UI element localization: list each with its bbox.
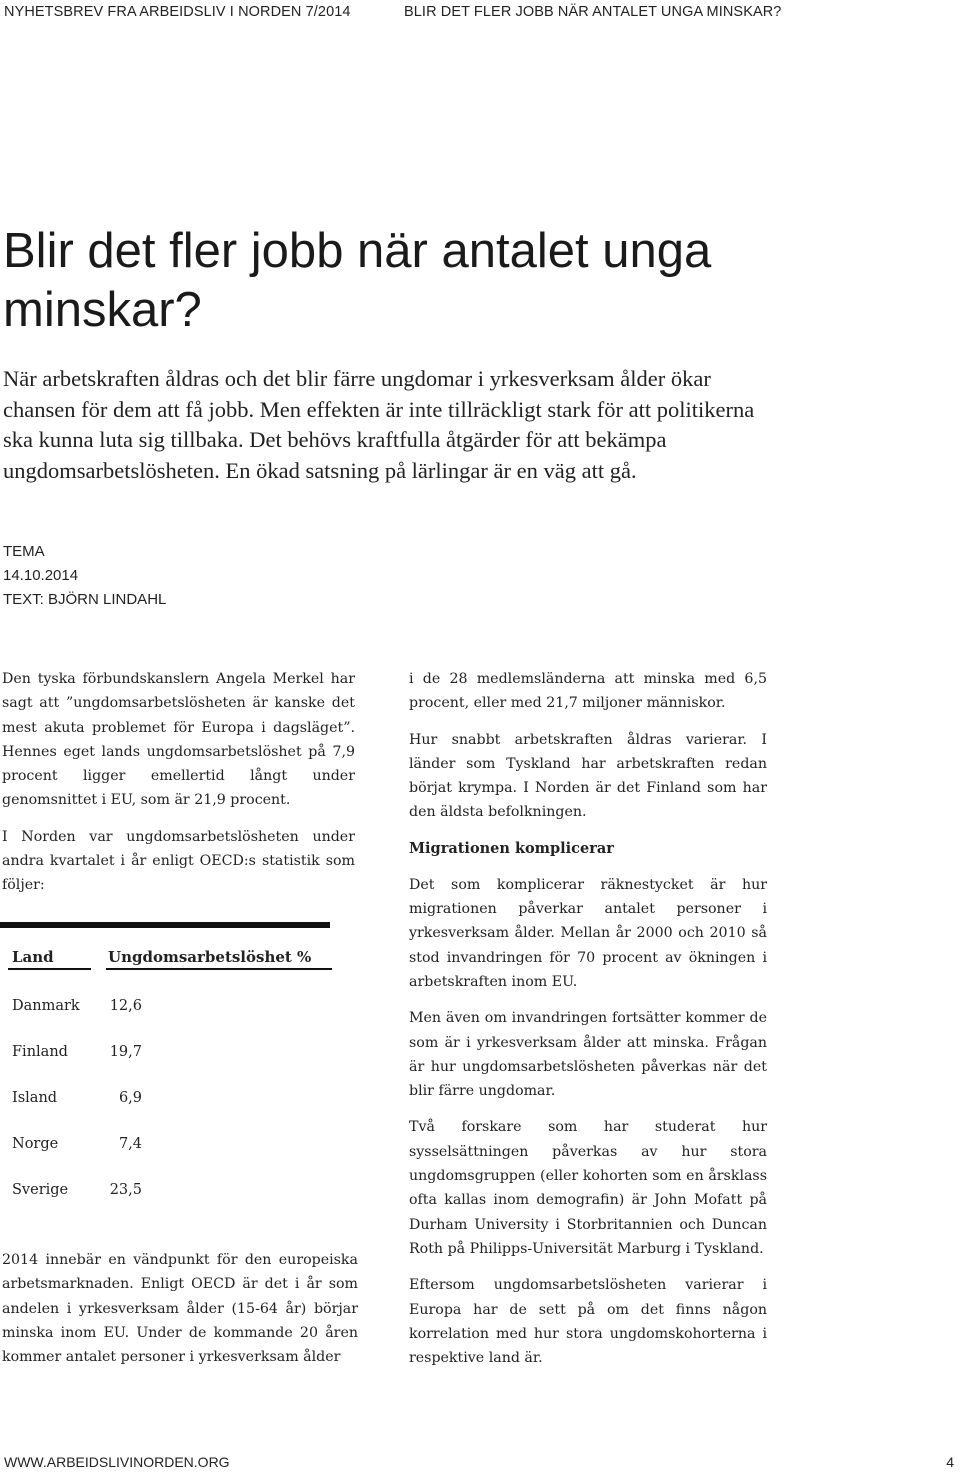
body-paragraph: Eftersom ungdomsarbetslösheten varierar i Europa har de sett på om det finns någon korrelation med hur stora ungdomskohorterna i respektive land är. (409, 1277, 767, 1367)
article-lead: När arbetskraften åldras och det blir färre ungdomar i yrkesverksam ålder ökar chansen för dem att få jobb. Men effekten är inte tillräckligt stark för att politikerna ska kunna luta sig tillbaka. Det behövs kraftfulla åtgärder för att bekämpa ungdomsarbetslösheten. En ökad satsning på lärlingar är en väg att gå. (3, 366, 755, 483)
country-cell: Sverige (12, 1182, 69, 1198)
body-paragraph: Två forskare som har studerat hur sysselsättningen påverkas av hur stora ungdomsgruppen (eller kohorten som en årsklass ofta kallas inom demografin) är John Mofatt på Durham University i Storbritannien och Duncan Roth på Philipps-Universität Marburg i Tyskland. (409, 1119, 767, 1257)
category-label: TEMA (3, 543, 45, 560)
article-running-title: BLIR DET FLER JOBB NÄR ANTALET UNGA MINSKAR? (404, 4, 782, 20)
left-column (2, 667, 355, 910)
country-cell: Finland (12, 1044, 68, 1060)
rate-cell: 19,7 (109, 1044, 142, 1060)
rate-cell: 12,6 (109, 998, 142, 1014)
unemployment-table (2, 922, 332, 1200)
right-column (409, 667, 767, 1382)
country-cell: Danmark (12, 998, 80, 1014)
publish-date: 14.10.2014 (3, 567, 79, 584)
column-header-country: Land (12, 948, 54, 966)
body-paragraph: Hur snabbt arbetskraften åldras varierar. I länder som Tyskland har arbetskraften redan börjat krympa. I Norden är det Finland som har den äldsta befolkningen. (409, 731, 767, 821)
rate-cell: 6,9 (118, 1090, 142, 1106)
table-row (2, 1154, 332, 1200)
table-row (2, 970, 332, 1016)
body-paragraph: 2014 innebär en vändpunkt för den europeiska arbetsmarknaden. Enligt OECD är det i år som andelen i yrkesverksam ålder (15-64 år) börjar minska inom EU. Under de kommande 20 åren kommer antalet personer i yrkesverksam ålder (2, 1252, 358, 1366)
body-paragraph: I Norden var ungdomsarbetslösheten under andra kvartalet i år enligt OECD:s statistik som följer: (2, 828, 355, 894)
body-paragraph: Det som komplicerar räknestycket är hur migrationen påverkar antalet personer i yrkesverksam ålder. Mellan år 2000 och 2010 så stod invandringen för 70 procent av ökningen i arbetskraften inom EU. (409, 876, 767, 990)
body-paragraph: i de 28 medlemsländerna att minska med 6,5 procent, eller med 21,7 miljoner människor. (409, 671, 767, 712)
column-header-rate: Ungdomsarbetslöshet % (108, 948, 312, 966)
left-column-continued (2, 1248, 358, 1369)
table-header-row (2, 928, 332, 968)
rate-cell: 23,5 (109, 1182, 142, 1198)
page-number: 4 (946, 1454, 954, 1470)
body-paragraph: Den tyska förbundskanslern Angela Merkel har sagt att ”ungdomsarbetslösheten är kanske det mest akuta problemet för Europa i dagsläget”. Hennes eget lands ungdomsarbetslöshet på 7,9 procent ligger emellertid långt under genomsnittet i EU, som är 21,9 procent. (2, 671, 355, 809)
newsletter-label: NYHETSBREV FRA ARBEIDSLIV I NORDEN 7/2014 (4, 4, 351, 20)
country-cell: Island (12, 1090, 58, 1106)
rate-cell: 7,4 (118, 1136, 142, 1152)
table-row (2, 1108, 332, 1154)
article-title: Blir det fler jobb när antalet unga minskar? (3, 224, 712, 337)
table-row (2, 1016, 332, 1062)
table-row (2, 1062, 332, 1108)
body-paragraph: Men även om invandringen fortsätter kommer de som är i yrkesverksam ålder att minska. Frågan är hur ungdomsarbetslösheten påverkas när det blir färre ungdomar. (409, 1010, 767, 1100)
section-subheading: Migrationen komplicerar (409, 839, 614, 857)
country-cell: Norge (12, 1136, 59, 1152)
article-meta (3, 540, 166, 612)
website-link[interactable]: WWW.ARBEIDSLIVINORDEN.ORG (4, 1454, 230, 1470)
author-byline: TEXT: BJÖRN LINDAHL (3, 591, 167, 608)
